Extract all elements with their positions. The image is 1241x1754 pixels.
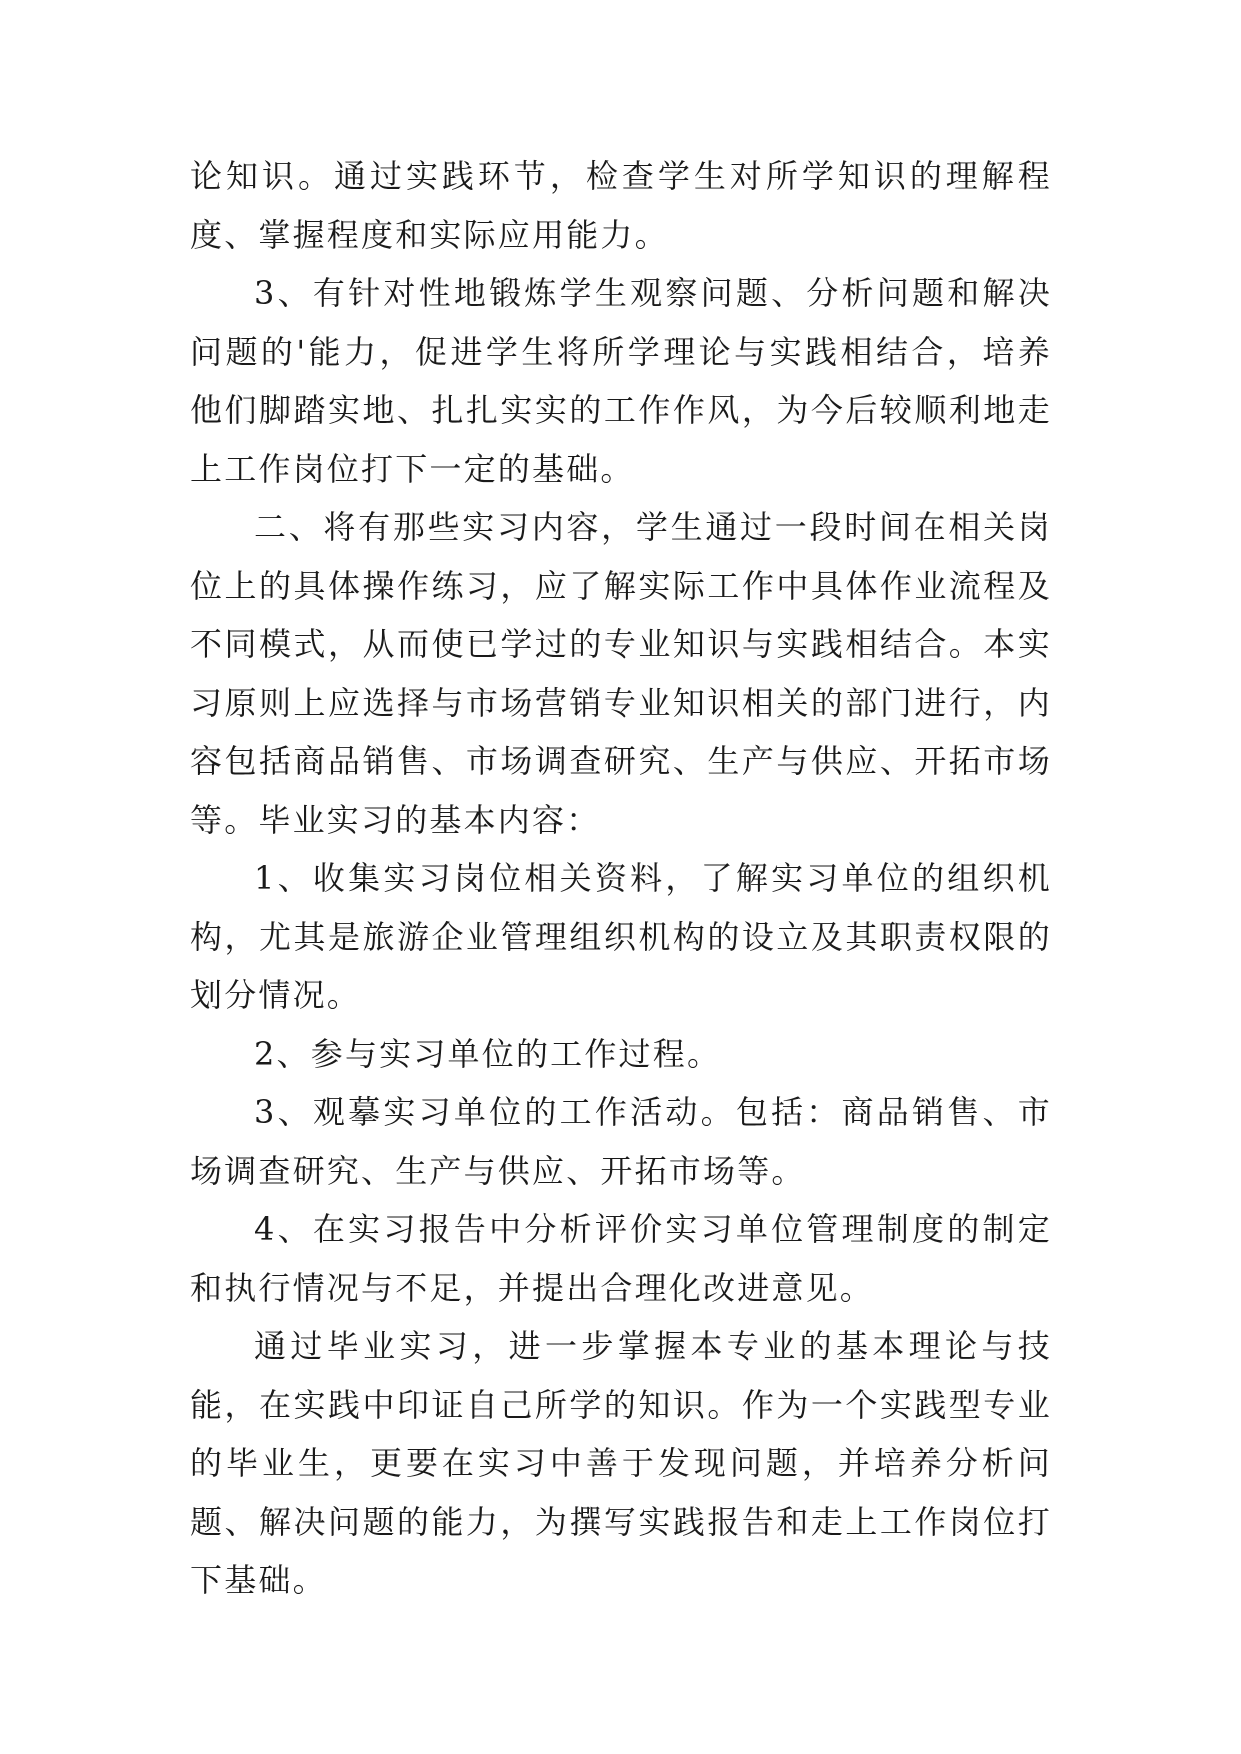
paragraph-continuation: 论知识。通过实践环节，检查学生对所学知识的理解程度、掌握程度和实际应用能力。 (190, 157, 1052, 254)
document-body (190, 147, 1052, 1610)
paragraph-item-4: 4、在实习报告中分析评价实习单位管理制度的制定和执行情况与不足，并提出合理化改进意见。 (190, 1210, 1052, 1307)
paragraph-item-3-objective: 3、有针对性地锻炼学生观察问题、分析问题和解决问题的'能力，促进学生将所学理论与实践相结合，培养他们脚踏实地、扎扎实实的工作作风，为今后较顺利地走上工作岗位打下一定的基础。 (190, 274, 1052, 488)
paragraph-section-2-content: 二、将有那些实习内容，学生通过一段时间在相关岗位上的具体操作练习，应了解实际工作中具体作业流程及不同模式，从而使已学过的专业知识与实践相结合。本实习原则上应选择与市场营销专业知识相关的部门进行，内容包括商品销售、市场调查研究、生产与供应、开拓市场等。毕业实习的基本内容： (190, 508, 1052, 839)
paragraph-item-2: 2、参与实习单位的工作过程。 (254, 1034, 722, 1073)
paragraph-item-1: 1、收集实习岗位相关资料，了解实习单位的组织机构，尤其是旅游企业管理组织机构的设立及其职责权限的划分情况。 (190, 859, 1052, 1014)
paragraph-item-3: 3、观摹实习单位的工作活动。包括：商品销售、市场调查研究、生产与供应、开拓市场等。 (190, 1093, 1052, 1190)
paragraph-conclusion: 通过毕业实习，进一步掌握本专业的基本理论与技能，在实践中印证自己所学的知识。作为一个实践型专业的毕业生，更要在实习中善于发现问题，并培养分析问题、解决问题的能力，为撰写实践报告和走上工作岗位打下基础。 (190, 1327, 1052, 1599)
